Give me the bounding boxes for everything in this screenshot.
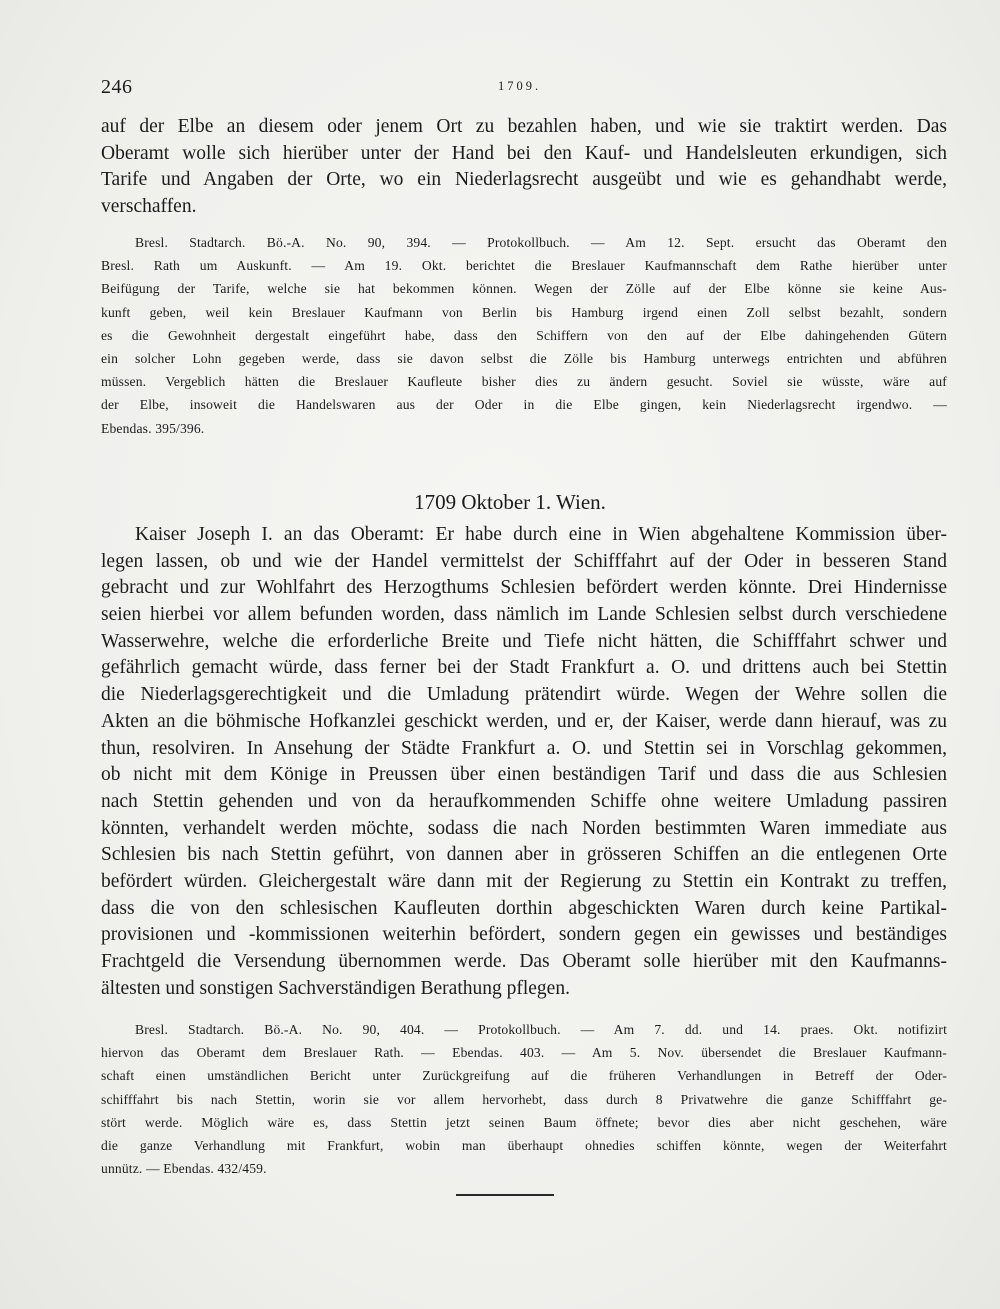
text-line: Tarife und Angaben der Orte, wo ein Niederlagsrecht ausgeübt und wie es gehandhabt werde, xyxy=(101,169,947,190)
text-line: ob nicht mit dem Könige in Preussen über einen beständigen Tarif und dass die aus Schlesien xyxy=(101,764,947,786)
note-line: Bresl. Stadtarch. Bö.-A. No. 90, 404. — Protokollbuch. — Am 7. dd. und 14. praes. Okt. notifizirt xyxy=(135,1022,947,1037)
note-line: Ebendas. 395/396. xyxy=(101,420,205,436)
text-line: verschaffen. xyxy=(101,195,197,217)
page-number: 246 xyxy=(101,76,133,98)
note-line: ein solcher Lohn gegeben werde, dass sie davon selbst die Zölle bis Hamburg unterwegs entrichten und abführen xyxy=(101,350,947,366)
note-line: hiervon das Oberamt dem Breslauer Rath. — Ebendas. 403. — Am 5. Nov. übersendet die Breslauer Kaufmann- xyxy=(101,1045,947,1061)
note-line: Beifügung der Tarife, welche sie hat bekommen können. Wegen der Zölle auf der Elbe könne sie keine Aus- xyxy=(101,281,947,297)
text-line: die Niederlagsgerechtigkeit und die Umladung prätendirt würde. Wegen der Wehre sollen die xyxy=(101,684,947,706)
source-note-2 xyxy=(101,1018,947,1180)
text-line: ältesten und sonstigen Sachverständigen Berathung pflegen. xyxy=(101,977,570,999)
text-line: Akten an die böhmische Hofkanzlei geschickt werden, und er, der Kaiser, werde dann hierauf, was zu xyxy=(101,710,947,732)
note-line: kunft geben, weil kein Breslauer Kaufmann von Berlin bis Hamburg irgend einen Zoll selbst bezahlt, sondern xyxy=(101,304,947,320)
note-line: schaft einen umständlichen Bericht unter Zurückgreifung auf die früheren Verhandlungen in Betreff der Oder- xyxy=(101,1068,947,1084)
text-line: provisionen und -kommissionen weiterhin befördert, sondern gegen ein gewisses und beständiges xyxy=(101,924,947,946)
text-line: könnten, verhandelt werden möchte, sodass die nach Norden bestimmten Waren immediate aus xyxy=(101,817,947,839)
text-line: gefährlich gemacht würde, dass ferner bei der Stadt Frankfurt a. O. und drittens auch bei Stettin xyxy=(101,657,947,679)
note-line: Bresl. Stadtarch. Bö.-A. No. 90, 394. — Protokollbuch. — Am 12. Sept. ersucht das Oberamt den xyxy=(135,235,947,250)
text-line: Oberamt wolle sich hierüber unter der Hand bei den Kauf- und Handelsleuten erkundigen, sich xyxy=(101,142,947,164)
text-line: Frachtgeld die Versendung übernommen werde. Das Oberamt solle hierüber mit den Kaufmanns- xyxy=(101,951,947,972)
text-line: legen lassen, ob und wie der Handel vermittelst der Schifffahrt auf der Oder in besseren Stand xyxy=(101,550,947,572)
note-line: der Elbe, insoweit die Handelswaren aus der Oder in die Elbe gingen, kein Niederlagsrecht irgendwo. — xyxy=(101,397,947,413)
note-line: es die Gewohnheit dergestalt eingeführt habe, dass den Schiffern von den auf der Elbe dahingehenden Gütern xyxy=(101,327,947,343)
note-line: die ganze Verhandlung mit Frankfurt, wobin man überhaupt ohnedies schiffen könnte, wegen der Weiterfahrt xyxy=(101,1137,947,1153)
text-line: thun, resolviren. In Ansehung der Städte Frankfurt a. O. und Stettin sei in Vorschlag gekommen, xyxy=(101,737,947,759)
text-line: Schlesien bis nach Stettin geführt, von dannen aber in grösseren Schiffen an die entlegenen Orte xyxy=(101,844,947,866)
text-line: befördert würden. Gleichergestalt wäre dann mit der Regierung zu Stettin ein Kontrakt zu treffen, xyxy=(101,870,947,892)
text-line: Kaiser Joseph I. an das Oberamt: Er habe durch eine in Wien abgehaltene Kommission über- xyxy=(135,524,947,545)
entry-heading: 1709 Oktober 1. Wien. xyxy=(414,490,606,514)
running-head: 1709. xyxy=(498,79,542,93)
note-line: Bresl. Rath um Auskunft. — Am 19. Okt. berichtet die Breslauer Kaufmannschaft dem Rathe hierüber unter xyxy=(101,258,947,274)
note-line: stört werde. Möglich wäre es, dass Stettin jetzt seinen Baum öffnete; bevor dies aber nicht geschehen, wäre xyxy=(101,1114,947,1130)
text-line: dass die von den schlesischen Kaufleuten dorthin abgeschickten Waren durch keine Partikal- xyxy=(101,897,947,919)
paragraph-1 xyxy=(101,114,947,220)
text-line: gebracht und zur Wohlfahrt des Herzogthums Schlesien befördert werden könnte. Drei Hindernisse xyxy=(101,577,947,599)
text-line: Wasserwehre, welche die erforderliche Breite und Tiefe nicht hätten, die Schifffahrt schwer und xyxy=(101,630,947,652)
note-line: schifffahrt bis nach Stettin, worin sie vor allem hervorhebt, dass durch 8 Privatwehre die ganze Schifffahrt ge- xyxy=(101,1091,947,1107)
source-note-1 xyxy=(101,231,947,440)
note-line: müssen. Vergeblich hätten die Breslauer Kaufleute bisher dies zu ändern gesucht. Soviel sie wüsste, wäre auf xyxy=(101,374,947,390)
paragraph-2 xyxy=(101,522,947,1002)
text-line: nach Stettin gehenden und von da heraufkommenden Schiffe ohne weitere Umladung passiren xyxy=(101,790,947,812)
text-line: seien hierbei vor allem befunden worden, dass nämlich im Lande Schlesien selbst durch verschiedene xyxy=(101,604,947,626)
text-line: auf der Elbe an diesem oder jenem Ort zu bezahlen haben, und wie sie traktirt werden. Das xyxy=(101,116,947,137)
end-rule xyxy=(456,1194,554,1196)
note-line: unnütz. — Ebendas. 432/459. xyxy=(101,1161,267,1177)
